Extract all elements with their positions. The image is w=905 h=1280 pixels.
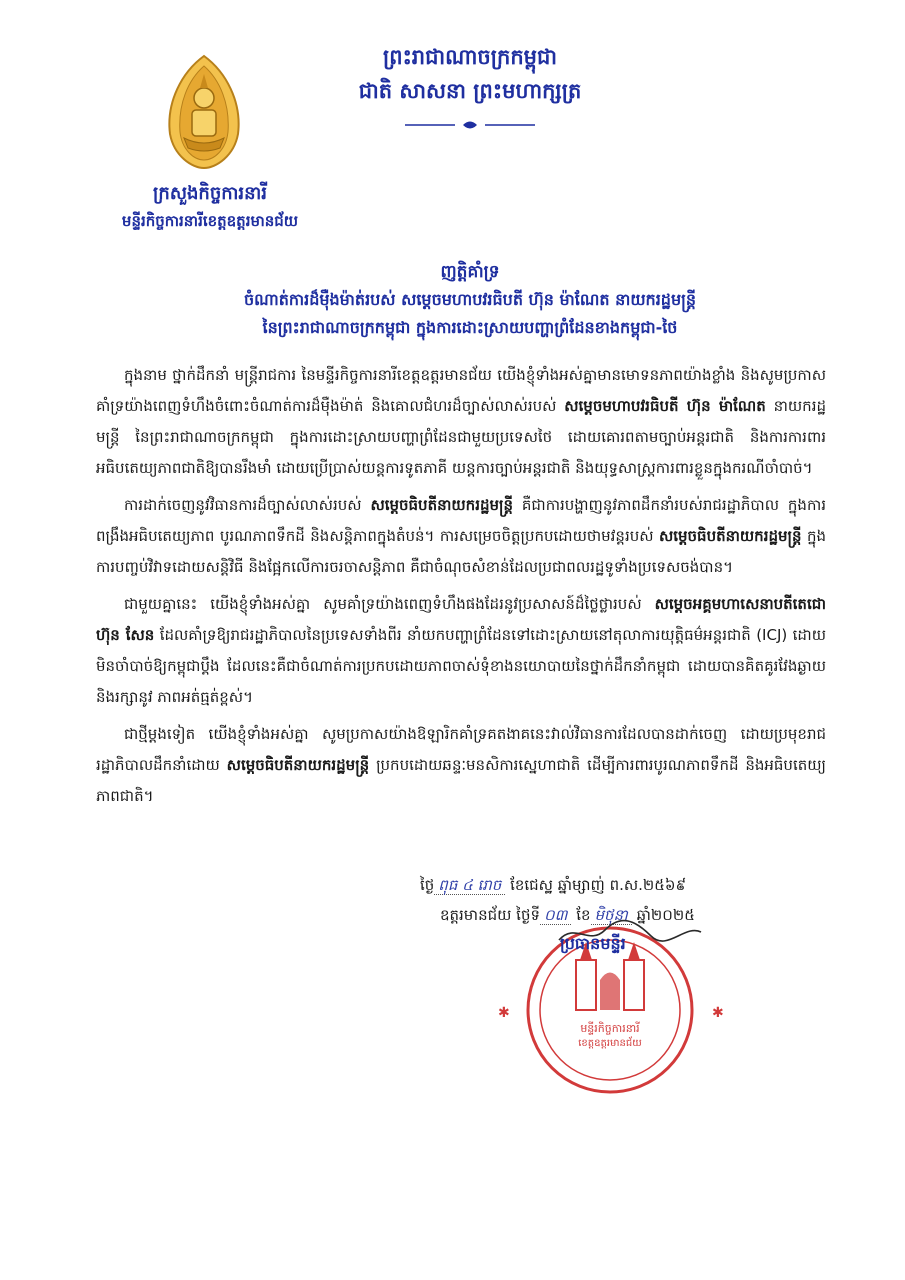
paragraph-2-text-a: ការដាក់ចេញនូវវិធានការដ៏ច្បាស់លាស់របស់	[124, 496, 362, 514]
paragraph-2-text-b: គឺជាការបង្ហាញនូវភាពដឹកនាំរបស់រាជរដ្ឋាភិបាល ក្នុងការពង្រឹងអធិបតេយ្យភាព បូរណភាពទឹកដី និងសន្តិភាពក្នុងតំបន់។ ការសម្រេចចិត្តប្រកបដោយថាមវន្តរបស់	[96, 496, 826, 545]
paragraph-3-bold: សម្តេចអគ្គមហាសេនាបតីតេជោ ហ៊ុន សែន	[96, 595, 826, 644]
lunar-year: ឆ្នាំម្សាញ់ ព.ស.២៥៦៩	[557, 876, 687, 894]
paragraph-1-text-a: ក្នុងនាម ថ្នាក់ដឹកនាំ មន្ត្រីរាជការ នៃមន្ទីរកិច្ចការនារីខេត្តឧត្តរមានជ័យ យើងខ្ញុំទាំងអស់គ្នាមានមោទនភាពយ៉ាងខ្លាំង និងសូមប្រកាសគាំទ្រយ៉ាងពេញទំហឹងចំពោះចំណាត់ការដ៏ម៉ឺងម៉ាត់ និងគោលជំហរដ៏ច្បាស់លាស់របស់	[96, 366, 826, 415]
solar-day-handwritten: ០៣	[540, 906, 571, 925]
document-heading	[120, 258, 820, 342]
solar-prefix: ឧត្តរមានជ័យ ថ្ងៃទី	[440, 906, 540, 924]
national-motto: ជាតិ សាសនា ព្រះមហាក្សត្រ	[358, 79, 582, 103]
paragraph-1-text-b: នាយករដ្ឋមន្ត្រី នៃព្រះរាជាណាចក្រកម្ពុជា ក្នុងការដោះស្រាយបញ្ហាព្រំដែនជាមួយប្រទេសថៃ ដោយគោរពតាមច្បាប់អន្តរជាតិ និងការការពារអធិបតេយ្យភាពជាតិឱ្យបានរឹងមាំ ដោយប្រើប្រាស់យន្តការទូតភាគី យន្តការច្បាប់អន្តរជាតិ និងយុទ្ធសាស្ត្រការពារខ្លួនក្នុងករណីចាំបាច់។	[96, 397, 826, 477]
heading-subtitle-2: នៃព្រះរាជាណាចក្រកម្ពុជា ក្នុងការដោះស្រាយបញ្ហាព្រំដែនខាងកម្ពុជា-ថៃ	[262, 318, 678, 337]
signer-title: ប្រធានមន្ទីរ	[560, 934, 626, 953]
paragraph-4-text-a: ជាថ្មីម្តងទៀត យើងខ្ញុំទាំងអស់គ្នា សូមប្រកាសយ៉ាងឱឡារិកគាំទ្រគតងាគនេះវាល់វិធានការដែលបានដាក់ចេញ ដោយប្រមុខរាជរដ្ឋាភិបាលដឹកនាំដោយ	[96, 725, 826, 774]
seal-text-2: ខេត្តឧត្តរមានជ័យ	[578, 1038, 642, 1049]
paragraph-3-text-b: ដែលគាំទ្រឱ្យរាជរដ្ឋាភិបាលនៃប្រទេសទាំងពីរ នាំយកបញ្ហាព្រំដែនទៅដោះស្រាយនៅតុលាការយុត្តិធម៌អន្តរជាតិ (ICJ) ដោយមិនចាំបាច់ឱ្យកម្ពុជាប្ដឹង ដែលនេះគឺជាចំណាត់ការប្រកបដោយភាពចាស់ទុំខាងនយោបាយនៃថ្នាក់ដឹកនាំកម្ពុជា ដោយបានគិតគូរវែងឆ្ងាយ និងរក្សានូវ ភាពអត់ធ្មត់ខ្ពស់។	[96, 626, 826, 706]
paragraph-2-bold-2: សម្តេចធិបតីនាយករដ្ឋមន្ត្រី	[658, 527, 802, 545]
paragraph-2-bold-1: សម្តេចធិបតីនាយករដ្ឋមន្ត្រី	[370, 496, 513, 514]
lunar-month: ខែជេស្ឋ	[510, 876, 553, 894]
seal-text-1: មន្ទីរកិច្ចការនារី	[580, 1022, 640, 1035]
kingdom-title: ព្រះរាជាណាចក្រកម្ពុជា	[382, 45, 557, 69]
paragraph-4-text-b: ប្រកបដោយឆន្ទៈមនសិការស្នេហាជាតិ ដើម្បីការពារបូរណភាពទឹកដី និងអធិបតេយ្យភាពជាតិ។	[96, 756, 826, 805]
kingdom-header	[320, 40, 620, 142]
ornament-divider-icon	[395, 118, 545, 132]
paragraph-4-bold: សម្តេចធិបតីនាយករដ្ឋមន្ត្រី	[226, 756, 370, 774]
solar-month-prefix: ខែ	[576, 906, 591, 924]
ministry-emblem-icon	[162, 52, 246, 170]
paragraph-4	[96, 719, 826, 812]
seal-star-right-icon: ✱	[712, 1005, 724, 1021]
department-name: មន្ទីរកិច្ចការនារីខេត្តឧត្តរមានជ័យ	[121, 212, 299, 230]
solar-year: ឆ្នាំ២០២៥	[636, 906, 695, 924]
document-body	[96, 360, 826, 818]
lunar-day-handwritten: ពុធ ៤ រោច	[434, 876, 505, 895]
ministry-name: ក្រសួងកិច្ចការនារី	[153, 183, 267, 204]
heading-label: ញត្តិគាំទ្រ	[440, 262, 500, 282]
paragraph-2	[96, 490, 826, 583]
paragraph-3	[96, 589, 826, 713]
ministry-block	[70, 180, 350, 234]
paragraph-3-text-a: ជាមួយគ្នានេះ យើងខ្ញុំទាំងអស់គ្នា សូមគាំទ្រយ៉ាងពេញទំហឹងផងដែរនូវប្រសាសន៍ដ៏ថ្លៃថ្លារបស់	[124, 595, 642, 613]
solar-month-handwritten: មិថុនា	[591, 906, 632, 925]
lunar-prefix: ថ្ងៃ	[420, 876, 435, 894]
paragraph-1-bold: សម្តេចមហាបវរធិបតី ហ៊ុន ម៉ាណែត	[564, 397, 766, 415]
paragraph-1	[96, 360, 826, 484]
seal-star-left-icon: ✱	[498, 1005, 510, 1021]
paragraph-2-text-c: ក្នុងការបញ្ចប់វិវាទដោយសន្តិវិធី និងផ្អែកលើការចរចាសន្តិភាព គឺជាចំណុចសំខាន់ដែលប្រជាពលរដ្ឋទូទាំងប្រទេសចង់បាន។	[96, 527, 826, 576]
lunar-date-line	[420, 870, 840, 900]
handwritten-signature-icon	[555, 918, 705, 948]
heading-subtitle-1: ចំណាត់ការដ៏ម៉ឺងម៉ាត់របស់ សម្តេចមហាបវរធិបតី ហ៊ុន ម៉ាណែត នាយករដ្ឋមន្ត្រី	[243, 290, 697, 309]
